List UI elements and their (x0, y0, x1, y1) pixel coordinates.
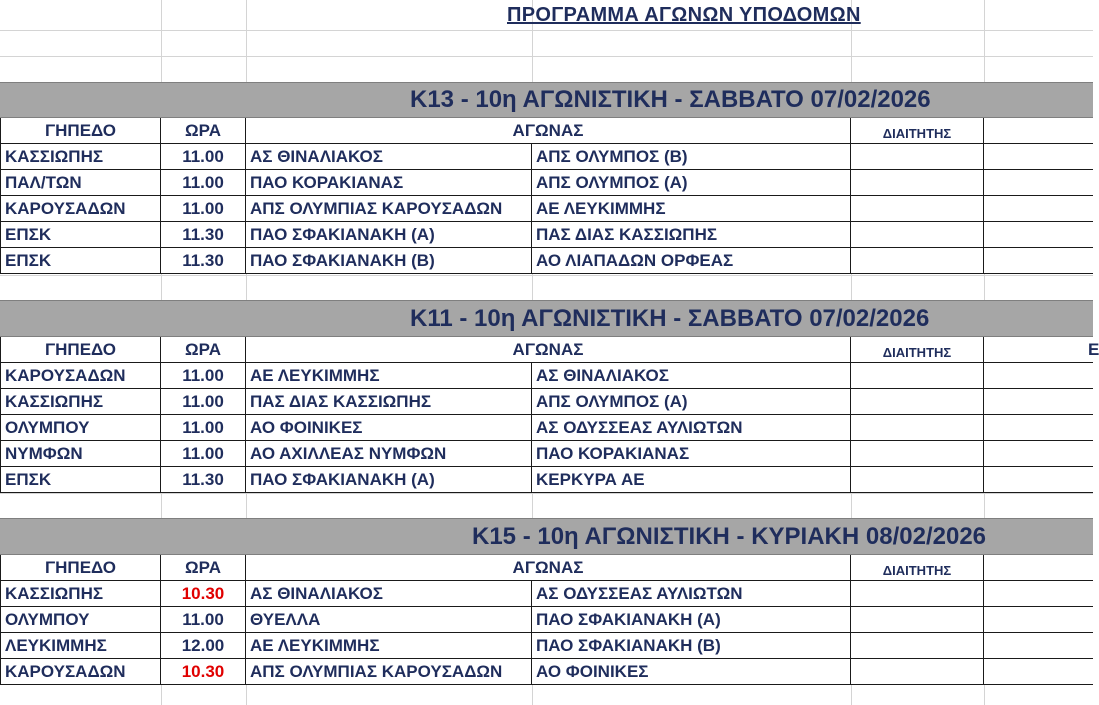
table-row (0, 441, 1093, 467)
column-header-referee: ΔΙΑΙΤΗΤΗΣ (851, 555, 984, 581)
referee-cell (851, 363, 984, 389)
venue-cell: ΚΑΡΟΥΣΑΔΩΝ (0, 659, 161, 685)
table-header-row (0, 555, 1093, 581)
venue-cell: ΚΑΣΣΙΩΠΗΣ (0, 581, 161, 607)
time-cell: 10.30 (161, 659, 246, 685)
time-cell: 11.00 (161, 144, 246, 170)
referee-cell (851, 248, 984, 274)
column-header-venue: ΓΗΠΕΔΟ (0, 118, 161, 144)
extra-cell (984, 415, 1093, 441)
home-team-cell: ΑΕ ΛΕΥΚΙΜΜΗΣ (246, 633, 532, 659)
page-title: ΠΡΟΓΡΑΜΜΑ ΑΓΩΝΩΝ ΥΠΟΔΟΜΩΝ (507, 4, 861, 26)
table-row (0, 363, 1093, 389)
extra-cell (984, 248, 1093, 274)
gridline (0, 275, 1093, 276)
venue-cell: ΕΠΣΚ (0, 467, 161, 493)
home-team-cell: ΠΑΟ ΣΦΑΚΙΑΝΑΚΗ (Α) (246, 222, 532, 248)
away-team-cell: ΠΑΟ ΣΦΑΚΙΑΝΑΚΗ (Β) (532, 633, 851, 659)
referee-cell (851, 441, 984, 467)
venue-cell: ΚΑΣΣΙΩΠΗΣ (0, 389, 161, 415)
away-team-cell: ΑΣ ΟΔΥΣΣΕΑΣ ΑΥΛΙΩΤΩΝ (532, 415, 851, 441)
extra-cell (984, 144, 1093, 170)
time-cell: 11.00 (161, 389, 246, 415)
column-header-match: ΑΓΩΝΑΣ (246, 337, 851, 363)
time-cell: 11.30 (161, 467, 246, 493)
table-row (0, 248, 1093, 274)
table-row (0, 607, 1093, 633)
time-cell: 11.00 (161, 415, 246, 441)
gridline (0, 30, 1093, 31)
extra-cell (984, 581, 1093, 607)
away-team-cell: ΑΠΣ ΟΛΥΜΠΟΣ (Α) (532, 389, 851, 415)
column-header-match: ΑΓΩΝΑΣ (246, 118, 851, 144)
venue-cell: ΠΑΛ/ΤΩΝ (0, 170, 161, 196)
away-team-cell: ΑΕ ΛΕΥΚΙΜΜΗΣ (532, 196, 851, 222)
extra-cell (984, 170, 1093, 196)
home-team-cell: ΑΟ ΑΧΙΛΛΕΑΣ ΝΥΜΦΩΝ (246, 441, 532, 467)
time-cell: 11.30 (161, 222, 246, 248)
venue-cell: ΝΥΜΦΩΝ (0, 441, 161, 467)
home-team-cell: ΑΣ ΘΙΝΑΛΙΑΚΟΣ (246, 581, 532, 607)
away-team-cell: ΚΕΡΚΥΡΑ ΑΕ (532, 467, 851, 493)
table-row (0, 170, 1093, 196)
column-header-extra: Ε (984, 337, 1093, 363)
home-team-cell: ΑΠΣ ΟΛΥΜΠΙΑΣ ΚΑΡΟΥΣΑΔΩΝ (246, 659, 532, 685)
referee-cell (851, 659, 984, 685)
column-header-venue: ΓΗΠΕΔΟ (0, 337, 161, 363)
section-heading: Κ15 - 10η ΑΓΩΝΙΣΤΙΚΗ - ΚΥΡΙΑΚΗ 08/02/2026 (472, 522, 987, 550)
extra-cell (984, 222, 1093, 248)
venue-cell: ΚΑΡΟΥΣΑΔΩΝ (0, 196, 161, 222)
venue-cell: ΟΛΥΜΠΟΥ (0, 415, 161, 441)
table-row (0, 144, 1093, 170)
away-team-cell: ΠΑΣ ΔΙΑΣ ΚΑΣΣΙΩΠΗΣ (532, 222, 851, 248)
home-team-cell: ΠΑΟ ΣΦΑΚΙΑΝΑΚΗ (Β) (246, 248, 532, 274)
column-header-time: ΩΡΑ (161, 118, 246, 144)
referee-cell (851, 196, 984, 222)
referee-cell (851, 389, 984, 415)
away-team-cell: ΑΠΣ ΟΛΥΜΠΟΣ (Α) (532, 170, 851, 196)
referee-cell (851, 144, 984, 170)
time-cell: 10.30 (161, 581, 246, 607)
table-header-row (0, 118, 1093, 144)
time-cell: 11.00 (161, 607, 246, 633)
referee-cell (851, 222, 984, 248)
home-team-cell: ΘΥΕΛΛΑ (246, 607, 532, 633)
referee-cell (851, 170, 984, 196)
column-header-extra (984, 118, 1093, 144)
time-cell: 11.30 (161, 248, 246, 274)
time-cell: 11.00 (161, 170, 246, 196)
column-header-match: ΑΓΩΝΑΣ (246, 555, 851, 581)
venue-cell: ΟΛΥΜΠΟΥ (0, 607, 161, 633)
venue-cell: ΕΠΣΚ (0, 222, 161, 248)
table-row (0, 633, 1093, 659)
venue-cell: ΕΠΣΚ (0, 248, 161, 274)
away-team-cell: ΑΣ ΟΔΥΣΣΕΑΣ ΑΥΛΙΩΤΩΝ (532, 581, 851, 607)
away-team-cell: ΠΑΟ ΚΟΡΑΚΙΑΝΑΣ (532, 441, 851, 467)
table-row (0, 389, 1093, 415)
home-team-cell: ΑΕ ΛΕΥΚΙΜΜΗΣ (246, 363, 532, 389)
away-team-cell: ΑΣ ΘΙΝΑΛΙΑΚΟΣ (532, 363, 851, 389)
home-team-cell: ΠΑΟ ΣΦΑΚΙΑΝΑΚΗ (Α) (246, 467, 532, 493)
home-team-cell: ΠΑΣ ΔΙΑΣ ΚΑΣΣΙΩΠΗΣ (246, 389, 532, 415)
extra-cell (984, 467, 1093, 493)
table-row (0, 415, 1093, 441)
column-header-venue: ΓΗΠΕΔΟ (0, 555, 161, 581)
gridline (0, 56, 1093, 57)
extra-cell (984, 389, 1093, 415)
extra-cell (984, 633, 1093, 659)
home-team-cell: ΑΣ ΘΙΝΑΛΙΑΚΟΣ (246, 144, 532, 170)
column-header-referee: ΔΙΑΙΤΗΤΗΣ (851, 118, 984, 144)
section-banner-k15 (0, 518, 1093, 555)
referee-cell (851, 633, 984, 659)
away-team-cell: ΑΟ ΦΟΙΝΙΚΕΣ (532, 659, 851, 685)
home-team-cell: ΠΑΟ ΚΟΡΑΚΙΑΝΑΣ (246, 170, 532, 196)
home-team-cell: ΑΠΣ ΟΛΥΜΠΙΑΣ ΚΑΡΟΥΣΑΔΩΝ (246, 196, 532, 222)
time-cell: 11.00 (161, 363, 246, 389)
column-header-time: ΩΡΑ (161, 555, 246, 581)
table-row (0, 581, 1093, 607)
away-team-cell: ΑΠΣ ΟΛΥΜΠΟΣ (Β) (532, 144, 851, 170)
venue-cell: ΚΑΣΣΙΩΠΗΣ (0, 144, 161, 170)
section-heading: Κ13 - 10η ΑΓΩΝΙΣΤΙΚΗ - ΣΑΒΒΑΤΟ 07/02/2026 (410, 86, 931, 113)
time-cell: 11.00 (161, 196, 246, 222)
table-row (0, 222, 1093, 248)
section-banner-k13 (0, 82, 1093, 118)
table-row (0, 659, 1093, 685)
table-row (0, 196, 1093, 222)
time-cell: 11.00 (161, 441, 246, 467)
venue-cell: ΛΕΥΚΙΜΜΗΣ (0, 633, 161, 659)
time-cell: 12.00 (161, 633, 246, 659)
referee-cell (851, 581, 984, 607)
referee-cell (851, 607, 984, 633)
extra-cell (984, 196, 1093, 222)
table-header-row (0, 337, 1099, 363)
referee-cell (851, 415, 984, 441)
section-banner-k11 (0, 300, 1093, 337)
extra-cell (984, 363, 1093, 389)
home-team-cell: ΑΟ ΦΟΙΝΙΚΕΣ (246, 415, 532, 441)
column-header-time: ΩΡΑ (161, 337, 246, 363)
column-header-extra (984, 555, 1093, 581)
extra-cell (984, 607, 1093, 633)
extra-cell (984, 441, 1093, 467)
away-team-cell: ΑΟ ΛΙΑΠΑΔΩΝ ΟΡΦΕΑΣ (532, 248, 851, 274)
venue-cell: ΚΑΡΟΥΣΑΔΩΝ (0, 363, 161, 389)
extra-cell (984, 659, 1093, 685)
column-header-referee: ΔΙΑΙΤΗΤΗΣ (851, 337, 984, 363)
away-team-cell: ΠΑΟ ΣΦΑΚΙΑΝΑΚΗ (Α) (532, 607, 851, 633)
referee-cell (851, 467, 984, 493)
section-heading: Κ11 - 10η ΑΓΩΝΙΣΤΙΚΗ - ΣΑΒΒΑΤΟ 07/02/2026 (410, 304, 930, 332)
table-row (0, 467, 1093, 493)
gridline (0, 493, 1093, 494)
